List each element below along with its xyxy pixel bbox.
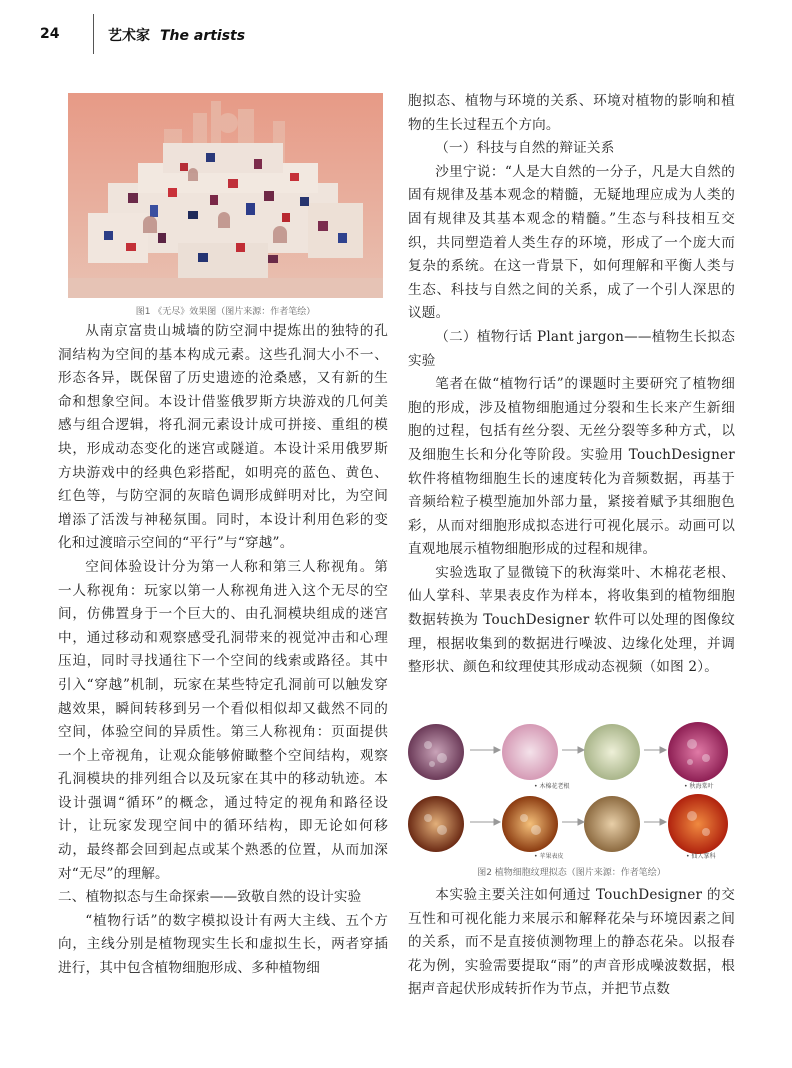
figure-1-caption: 图1 《无尽》效果图（图片来源：作者笔绘）: [135, 307, 316, 317]
section-heading: 二、植物拟态与生命探索——致敬自然的设计实验: [58, 889, 362, 906]
figure-2-image: [408, 720, 735, 860]
subsection-heading: （一）科技与自然的辩证关系: [435, 140, 615, 157]
fig2-label: • 秋海棠叶: [684, 783, 714, 790]
paragraph: 从南京富贵山城墙的防空洞中提炼出的独特的孔洞结构为空间的基本构成元素。这些孔洞大小不一、形态各异，既保留了历史遗迹的沧桑感，又有新的生命和想象空间。本设计借鉴俄罗斯方块游戏的几何美感与组合逻辑，将孔洞元素设计成可拼接、重组的模块，形成动态变化的迷宫或隧道。本设计采用俄罗斯方块游戏中的经典色彩搭配，如明亮的蓝色、黄色、红色等，与防空洞的灰暗色调形成鲜明对比，为空间增添了活泼与神秘氛围。同时，本设计利用色彩的变化和过渡暗示空间的“平行”与“穿越”。: [58, 323, 388, 552]
paragraph: 笔者在做“植物行话”的课题时主要研究了植物细胞的形成，涉及植物细胞通过分裂和生长来产生新细胞的过程，包括有丝分裂、无丝分裂等多种方式，以及细胞生长和分化等阶段。实验用 TouchDesigner 软件将植物细胞生长的速度转化为音频数据，再基于音频给粒子模型施加外部力量，紧接着赋予其细胞色彩，从而对细胞形成拟态进行可视化展示。动画可以直观地展示植物细胞形成的过程和规律。: [408, 376, 735, 558]
figure-2-caption: 图2 植物细胞纹理拟态（图片来源：作者笔绘）: [477, 868, 666, 878]
header-divider: [93, 14, 94, 54]
subsection-heading: （二）植物行话 Plant jargon——植物生长拟态实验: [408, 328, 735, 369]
magazine-title-en: The artists: [160, 28, 246, 44]
paragraph: 沙里宁说：“人是大自然的一分子，凡是大自然的固有规律及基本观念的精髓，无疑地理应成为人类的固有规律及其基本观念的精髓。”生态与科技相互交织，共同塑造着人类生存的环境，形成了一个庞大而复杂的系统。在这一背景下，如何理解和平衡人类与生态、科技与自然之间的关系，成了一个引人深思的议题。: [408, 163, 735, 322]
figure-1-image: [68, 93, 383, 298]
paragraph: 胞拟态、植物与环境的关系、环境对植物的影响和植物的生长过程五个方向。: [408, 93, 735, 133]
paragraph: 空间体验设计分为第一人称和第三人称视角。第一人称视角：玩家以第一人称视角进入这个无尽的空间，仿佛置身于一个巨大的、由孔洞模块组成的迷宫中，通过移动和观察感受孔洞带来的视觉冲击和心理压迫，同时寻找通往下一个空间的线索或路径。其中引入“穿越”机制，玩家在某些特定孔洞前可以触发穿越效果，瞬间转移到另一个看似相似却又截然不同的空间，体验空间的异质性。第三人称视角：页面提供一个上帝视角，让观众能够俯瞰整个空间结构，观察孔洞模块的排列组合以及玩家在其中的移动轨迹。本设计强调“循环”的概念，通过特定的视角和路径设计，让玩家发现空间中的循环结构，即无论如何移动，最终都会回到起点或某个熟悉的位置，从而加深对“无尽”的理解。: [58, 558, 388, 882]
paragraph: “植物行话”的数字模拟设计有两大主线、五个方向，主线分别是植物现实生长和虚拟生长，两者穿插进行，其中包含植物细胞形成、多种植物细: [58, 912, 388, 977]
paragraph: 实验选取了显微镜下的秋海棠叶、木棉花老根、仙人掌科、苹果表皮作为样本，将收集到的植物细胞数据转换为 TouchDesigner 软件可以处理的图像纹理，根据收集到的数据进行噪波、边缘化处理，并调整形状、颜色和纹理使其形成动态视频（如图 2）。: [408, 564, 735, 676]
fig2-label: • 仙人掌科: [686, 853, 716, 860]
figure-2-illustration: [408, 720, 735, 860]
right-column-text: [408, 90, 735, 680]
page-header: [0, 0, 792, 60]
paragraph: 本实验主要关注如何通过 TouchDesigner 的交互性和可视化能力来展示和解释花朵与环境因素之间的关系，而不是直接侦测物理上的静态花朵。以报春花为例，实验需要提取“雨”的声音形成噪波数据，根据声音起伏形成转折作为节点，并把节点数: [408, 887, 735, 998]
right-column-bottom-text: [408, 884, 735, 1002]
figure-1-illustration: [68, 93, 383, 298]
fig2-label: • 木棉花老根: [534, 783, 570, 790]
fig2-label: • 苹果表皮: [534, 853, 564, 860]
magazine-title-cn: 艺术家: [108, 28, 150, 44]
left-column-text: [58, 320, 388, 981]
magazine-title: [108, 25, 245, 45]
page-number: 24: [40, 26, 60, 42]
